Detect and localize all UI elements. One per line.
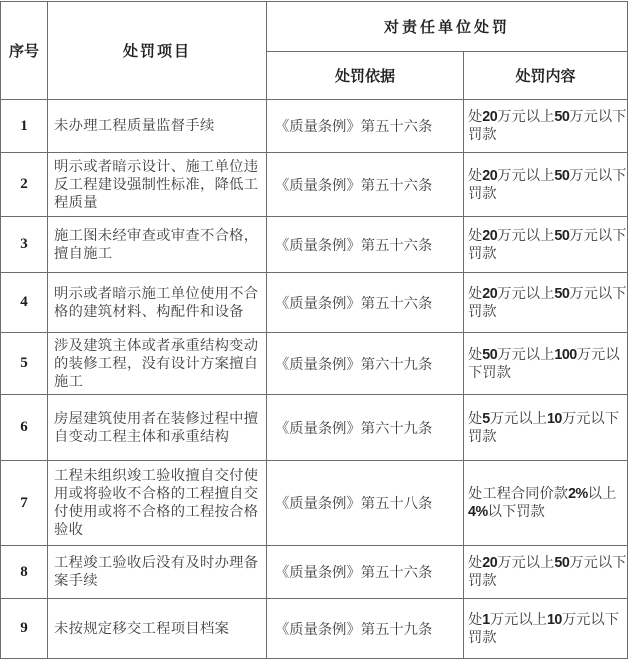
penalty-text: 万元以下罚款 <box>468 109 627 143</box>
row-number: 8 <box>1 546 48 599</box>
penalty-amount: 20 <box>482 285 498 302</box>
penalty-basis: 《质量条例》第五十六条 <box>267 273 464 333</box>
penalty-basis: 《质量条例》第五十六条 <box>267 546 464 599</box>
penalty-text: 处 <box>468 227 483 244</box>
penalty-text: 万元以上 <box>497 285 555 302</box>
table-row <box>1 395 628 461</box>
penalty-text: 万元以下罚款 <box>468 227 627 262</box>
penalty-item: 涉及建筑主体或者承重结构变动的装修工程，没有设计方案擅自施工 <box>48 333 267 395</box>
penalty-amount: 50 <box>554 285 570 302</box>
penalty-text: 处 <box>468 611 483 628</box>
row-number: 3 <box>1 217 48 273</box>
row-number: 2 <box>1 153 48 217</box>
penalty-basis: 《质量条例》第五十六条 <box>267 217 464 273</box>
penalty-content <box>464 395 628 461</box>
header-basis: 处罚依据 <box>267 52 464 100</box>
penalty-amount: 50 <box>554 109 570 125</box>
penalty-content <box>464 153 628 217</box>
penalty-content <box>464 333 628 395</box>
header-group: 对责任单位处罚 <box>267 2 628 52</box>
penalty-text: 万元以上 <box>497 555 555 571</box>
penalty-text: 处 <box>468 167 483 184</box>
header-row-1 <box>1 2 628 52</box>
penalty-item: 明示或者暗示施工单位使用不合格的建筑材料、构配件和设备 <box>48 273 267 333</box>
penalty-basis: 《质量条例》第六十九条 <box>267 395 464 461</box>
penalty-text: 万元以下罚款 <box>468 611 620 646</box>
penalty-basis: 《质量条例》第五十八条 <box>267 461 464 546</box>
penalty-amount: 10 <box>546 410 562 427</box>
penalty-item: 工程未组织竣工验收擅自交付使用或将验收不合格的工程擅自交付使用或将不合格的工程按合格验收 <box>48 461 267 546</box>
penalty-text: 以下罚款 <box>487 504 545 520</box>
penalty-table <box>0 1 628 659</box>
penalty-text: 万元以下罚款 <box>468 410 620 445</box>
table-row <box>1 333 628 395</box>
penalty-content <box>464 100 628 153</box>
penalty-amount: 20 <box>482 227 498 244</box>
penalty-amount: 50 <box>554 227 570 244</box>
penalty-content <box>464 599 628 659</box>
penalty-text: 万元以上 <box>489 410 547 427</box>
penalty-text: 万元以下罚款 <box>468 346 620 381</box>
table-row <box>1 100 628 153</box>
penalty-content <box>464 273 628 333</box>
penalty-text: 万元以下罚款 <box>468 555 627 589</box>
penalty-text: 万元以下罚款 <box>468 167 627 202</box>
penalty-content <box>464 461 628 546</box>
row-number: 9 <box>1 599 48 659</box>
penalty-item: 工程竣工验收后没有及时办理备案手续 <box>48 546 267 599</box>
penalty-basis: 《质量条例》第五十九条 <box>267 599 464 659</box>
penalty-basis: 《质量条例》第五十六条 <box>267 153 464 217</box>
penalty-text: 万元以上 <box>497 109 555 125</box>
penalty-amount: 5 <box>482 410 490 427</box>
penalty-amount: 4% <box>468 504 488 520</box>
table-row <box>1 153 628 217</box>
penalty-item: 房屋建筑使用者在装修过程中擅自变动工程主体和承重结构 <box>48 395 267 461</box>
penalty-amount: 50 <box>482 346 498 363</box>
penalty-text: 处工程合同价款 <box>468 486 569 502</box>
header-content: 处罚内容 <box>464 52 628 100</box>
penalty-text: 万元以上 <box>489 611 547 628</box>
penalty-text: 以上 <box>587 486 617 502</box>
penalty-text: 万元以上 <box>497 227 555 244</box>
penalty-content <box>464 217 628 273</box>
table-row <box>1 217 628 273</box>
penalty-text: 处 <box>468 346 483 363</box>
penalty-text: 万元以上 <box>497 167 555 184</box>
penalty-item: 未办理工程质量监督手续 <box>48 100 267 153</box>
table-row <box>1 546 628 599</box>
table-row <box>1 461 628 546</box>
penalty-text: 处 <box>468 285 483 302</box>
penalty-amount: 1 <box>482 611 490 628</box>
penalty-item: 施工图未经审查或审查不合格，擅自施工 <box>48 217 267 273</box>
penalty-item: 未按规定移交工程项目档案 <box>48 599 267 659</box>
penalty-content <box>464 546 628 599</box>
header-index: 序号 <box>1 2 48 100</box>
penalty-basis: 《质量条例》第六十九条 <box>267 333 464 395</box>
penalty-text: 处 <box>468 410 483 427</box>
penalty-amount: 20 <box>482 167 498 184</box>
penalty-amount: 20 <box>482 555 498 571</box>
table-row <box>1 273 628 333</box>
penalty-amount: 2% <box>568 486 588 502</box>
penalty-amount: 50 <box>554 555 570 571</box>
penalty-amount: 50 <box>554 167 570 184</box>
table-row <box>1 599 628 659</box>
row-number: 1 <box>1 100 48 153</box>
penalty-item: 明示或者暗示设计、施工单位违反工程建设强制性标准，降低工程质量 <box>48 153 267 217</box>
penalty-text: 万元以上 <box>497 346 555 363</box>
row-number: 4 <box>1 273 48 333</box>
penalty-text: 处 <box>468 555 483 571</box>
penalty-basis: 《质量条例》第五十六条 <box>267 100 464 153</box>
header-item: 处罚项目 <box>48 2 267 100</box>
penalty-text: 万元以下罚款 <box>468 285 627 320</box>
row-number: 5 <box>1 333 48 395</box>
penalty-amount: 20 <box>482 109 498 125</box>
row-number: 6 <box>1 395 48 461</box>
penalty-amount: 100 <box>554 346 577 363</box>
penalty-amount: 10 <box>546 611 562 628</box>
penalty-text: 处 <box>468 109 483 125</box>
row-number: 7 <box>1 461 48 546</box>
